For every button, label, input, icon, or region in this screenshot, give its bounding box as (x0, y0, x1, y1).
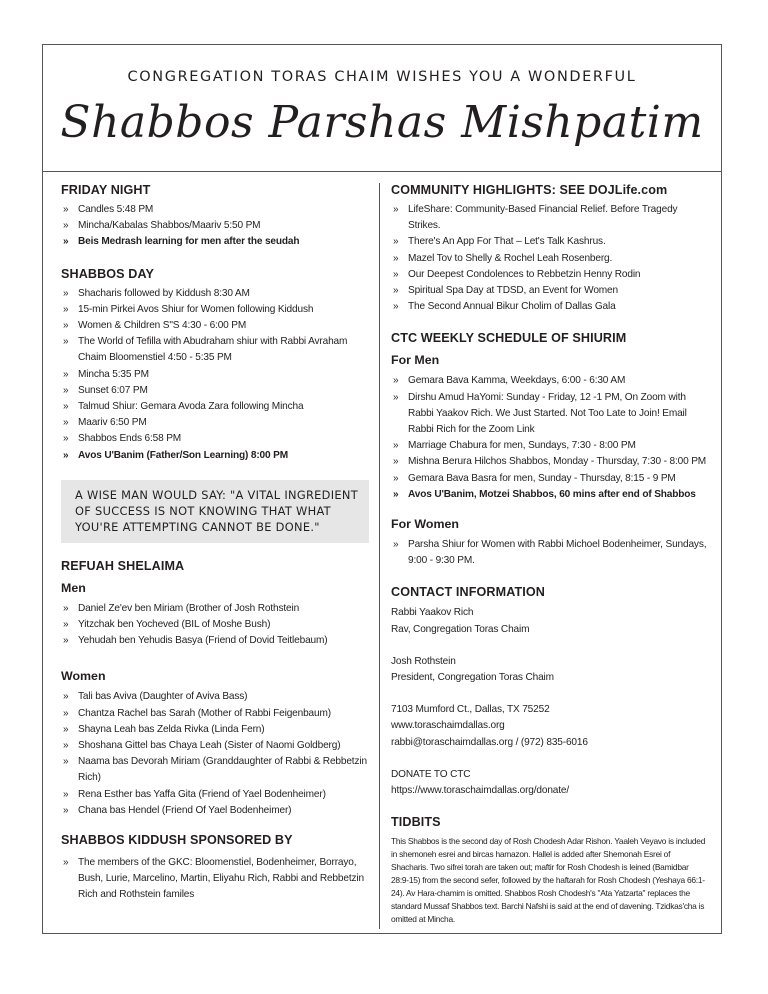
column-divider (379, 183, 380, 929)
list-item: » Tali bas Aviva (Daughter of Aviva Bass) (61, 689, 369, 705)
shabbos-day-list (61, 286, 369, 464)
list-item: » Spiritual Spa Day at TDSD, an Event for Women (391, 283, 707, 299)
list-item: » Beis Medrash learning for men after the seudah (61, 234, 369, 250)
shiurim-heading: CTC WEEKLY SCHEDULE OF SHIURIM (391, 331, 627, 346)
community-list (391, 202, 707, 315)
refuah-women-list (61, 689, 369, 819)
quote-box: A WISE MAN WOULD SAY: "A VITAL INGREDIENT OF SUCCESS IS NOT KNOWING THAT WHAT YOU'RE ATTEMPTING CANNOT BE DONE." (61, 480, 369, 543)
list-item: » Mincha/Kabalas Shabbos/Maariv 5:50 PM (61, 218, 369, 234)
shiurim-men-label: For Men (391, 353, 440, 368)
friday-night-heading: FRIDAY NIGHT (61, 183, 151, 197)
donate-label: DONATE TO CTC (391, 768, 471, 780)
list-item: » There's An App For That – Let's Talk Kashrus. (391, 234, 707, 250)
contact-address: 7103 Mumford Ct., Dallas, TX 75252 (391, 704, 550, 716)
shiurim-women-list (391, 537, 707, 569)
list-item: » Gemara Bava Basra for men, Sunday - Thursday, 8:15 - 9 PM (391, 471, 707, 487)
shiurim-women-label: For Women (391, 517, 459, 532)
list-item: » Our Deepest Condolences to Rebbetzin Henny Rodin (391, 267, 707, 283)
list-item: » Shacharis followed by Kiddush 8:30 AM (61, 286, 369, 302)
shiurim-men-list (391, 373, 707, 503)
left-column (61, 183, 369, 920)
contact-president-role: President, Congregation Toras Chaim (391, 672, 554, 684)
contact-rabbi-role: Rav, Congregation Toras Chaim (391, 623, 530, 635)
list-item: » The Second Annual Bikur Cholim of Dallas Gala (391, 299, 707, 315)
list-item: » Avos U'Banim (Father/Son Learning) 8:00 PM (61, 448, 369, 464)
list-item: » Dirshu Amud HaYomi: Sunday - Friday, 12 -1 PM, On Zoom with Rabbi Yaakov Rich. We Just Started. Not Too Late to Join! Email Rabbi Rich for the Zoom Link (391, 390, 707, 439)
kiddush-list (61, 855, 369, 904)
list-item: » Chantza Rachel bas Sarah (Mother of Rabbi Feigenbaum) (61, 706, 369, 722)
list-item: » Mincha 5:35 PM (61, 367, 369, 383)
contact-rabbi-name: Rabbi Yaakov Rich (391, 607, 474, 619)
list-item: » Rena Esther bas Yaffa Gita (Friend of Yael Bodenheimer) (61, 787, 369, 803)
list-item: » Naama bas Devorah Miriam (Granddaughter of Rabbi & Rebbetzin Rich) (61, 754, 369, 786)
newsletter-frame (42, 44, 722, 934)
contact-president-name: Josh Rothstein (391, 655, 456, 667)
kiddush-heading: SHABBOS KIDDUSH SPONSORED BY (61, 833, 293, 848)
refuah-women-label: Women (61, 669, 106, 684)
shabbos-day-heading: SHABBOS DAY (61, 266, 155, 281)
list-item: » Shabbos Ends 6:58 PM (61, 431, 369, 447)
tidbits-text: This Shabbos is the second day of Rosh Chodesh Adar Rishon. Yaaleh Veyavo is included in shemoneh esrei and bircas hamazon. Hallel is added after Shemonah Esrei of Shacharis. Two sifrei torah are taken out; maftir for Rosh Chodesh is leined (Bamidbar 28:9-15) from the second sefer, followed by the haftarah for Rosh Chodesh (Yeshaya 66:1-24). Av Hara-chamim is omitted. Shabbos Rosh Chodesh's "Ata Yatzarta" replaces the standard Mussaf Shabbos text. Barchi Nafshi is said at the end of davening. Tzidkas'cha is omitted at Mincha. (391, 836, 706, 925)
list-item: » Gemara Bava Kamma, Weekdays, 6:00 - 6:30 AM (391, 373, 707, 389)
list-item: » Talmud Shiur: Gemara Avoda Zara following Mincha (61, 399, 369, 415)
donate-link[interactable]: https://www.toraschaimdallas.org/donate/ (391, 785, 570, 797)
list-item: » The World of Tefilla with Abudraham shiur with Rabbi Avraham Chaim Bloomenstiel 4:50 - 5:35 PM (61, 334, 369, 366)
friday-night-list (61, 202, 369, 251)
list-item: » LifeShare: Community-Based Financial Relief. Before Tragedy Strikes. (391, 202, 707, 234)
refuah-men-label: Men (61, 580, 86, 595)
community-heading: COMMUNITY HIGHLIGHTS: SEE DOJLife.com (391, 183, 668, 197)
list-item: » Avos U'Banim, Motzei Shabbos, 60 mins after end of Shabbos (391, 487, 707, 503)
refuah-heading: REFUAH SHELAIMA (61, 558, 185, 573)
list-item: » Yitzchak ben Yocheved (BIL of Moshe Bush) (61, 617, 369, 633)
header-tagline: CONGREGATION TORAS CHAIM WISHES YOU A WONDERFUL (127, 69, 637, 85)
contact-block (391, 605, 707, 799)
list-item: » Sunset 6:07 PM (61, 383, 369, 399)
contact-heading: CONTACT INFORMATION (391, 585, 545, 600)
list-item: » Marriage Chabura for men, Sundays, 7:30 - 8:00 PM (391, 438, 707, 454)
list-item: » Parsha Shiur for Women with Rabbi Michoel Bodenheimer, Sundays, 9:00 - 9:30 PM. (391, 537, 707, 569)
list-item: » Shayna Leah bas Zelda Rivka (Linda Fern) (61, 722, 369, 738)
header-divider (43, 171, 721, 172)
list-item: » Mishna Berura Hilchos Shabbos, Monday - Thursday, 7:30 - 8:00 PM (391, 454, 707, 470)
list-item: » The members of the GKC: Bloomenstiel, Bodenheimer, Borrayo, Bush, Lurie, Marcelino, Martin, Eliyahu Rich, Rabbi and Rebbetzin Rich and Rothstein familes (61, 855, 369, 904)
list-item: » Candles 5:48 PM (61, 202, 369, 218)
list-item: » Shoshana Gittel bas Chaya Leah (Sister of Naomi Goldberg) (61, 738, 369, 754)
list-item: » Women & Children S"S 4:30 - 6:00 PM (61, 318, 369, 334)
contact-website-link[interactable]: www.toraschaimdallas.org (391, 720, 505, 732)
contact-email-phone[interactable]: rabbi@toraschaimdallas.org / (972) 835-6016 (391, 736, 588, 748)
list-item: » Maariv 6:50 PM (61, 415, 369, 431)
list-item: » Chana bas Hendel (Friend Of Yael Bodenheimer) (61, 803, 369, 819)
tidbits-heading: TIDBITS (391, 815, 441, 830)
header-script-title: Shabbos Parshas Mishpatim (60, 97, 704, 148)
list-item: » Mazel Tov to Shelly & Rochel Leah Rosenberg. (391, 251, 707, 267)
list-item: » Yehudah ben Yehudis Basya (Friend of Dovid Teitlebaum) (61, 633, 369, 649)
right-column (391, 183, 707, 926)
list-item: » Daniel Ze'ev ben Miriam (Brother of Josh Rothstein (61, 601, 369, 617)
refuah-men-list (61, 601, 369, 650)
list-item: » 15-min Pirkei Avos Shiur for Women following Kiddush (61, 302, 369, 318)
